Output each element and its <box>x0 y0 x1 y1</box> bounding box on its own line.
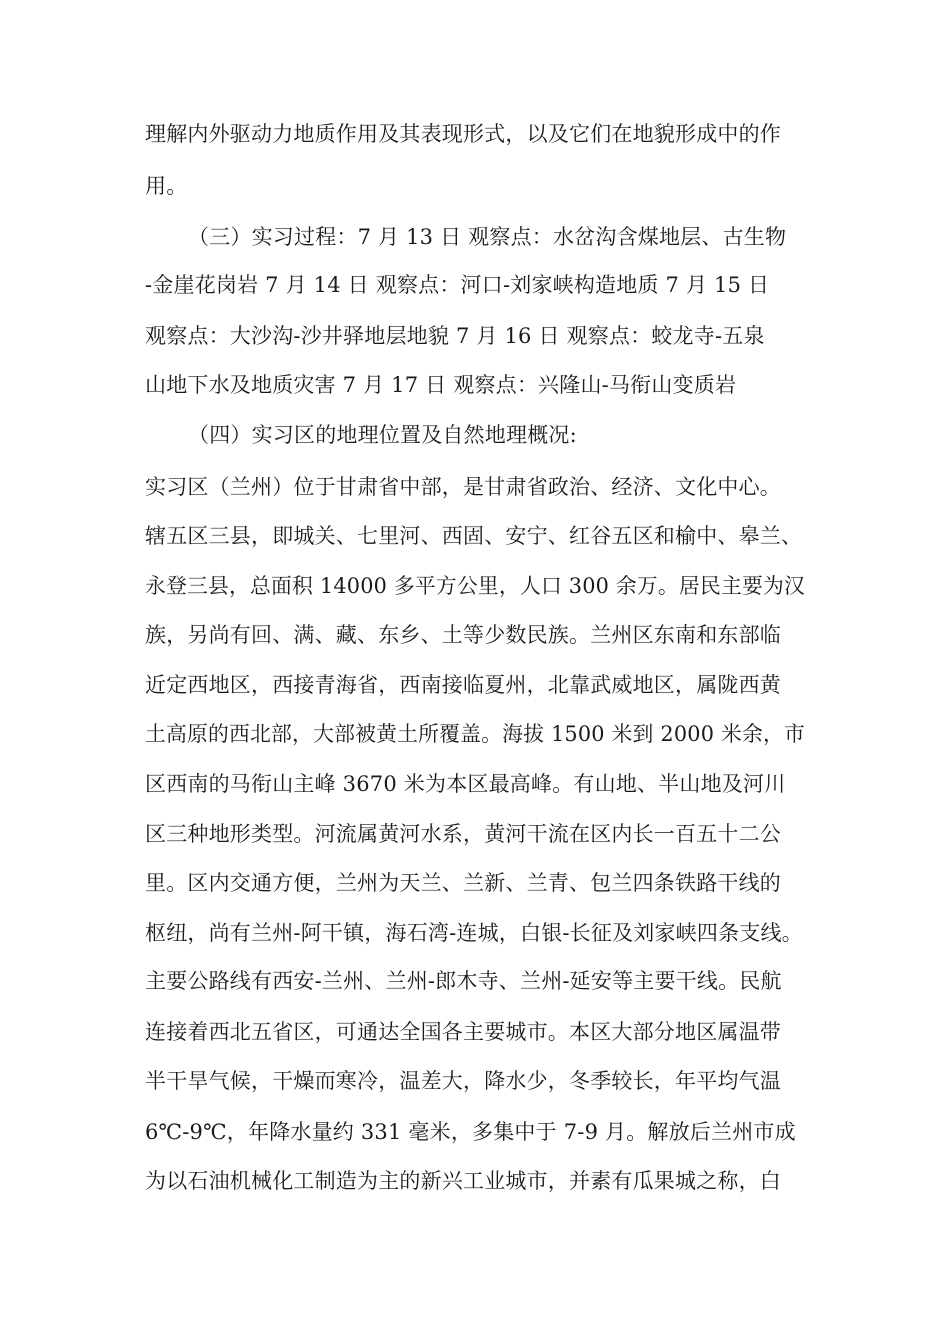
text-line: 枢纽，尚有兰州-阿干镇，海石湾-连城，白银-长征及刘家峡四条支线。 <box>145 921 803 945</box>
text-line: 主要公路线有西安-兰州、兰州-郎木寺、兰州-延安等主要干线。民航 <box>145 969 782 993</box>
text-line: 用。 <box>145 174 188 198</box>
text-line: 里。区内交通方便，兰州为天兰、兰新、兰青、包兰四条铁路干线的 <box>145 871 781 895</box>
text-line: 实习区（兰州）位于甘肃省中部，是甘肃省政治、经济、文化中心。 <box>145 475 781 499</box>
text-line: 观察点：大沙沟-沙井驿地层地貌 7 月 16 日 观察点：蛟龙寺-五泉 <box>145 324 765 348</box>
text-line: 连接着西北五省区，可通达全国各主要城市。本区大部分地区属温带 <box>145 1020 781 1044</box>
text-line: 区三种地形类型。河流属黄河水系，黄河干流在区内长一百五十二公 <box>145 822 781 846</box>
text-line: 为以石油机械化工制造为主的新兴工业城市，并素有瓜果城之称，白 <box>145 1169 781 1193</box>
text-line: 近定西地区，西接青海省，西南接临夏州，北靠武威地区，属陇西黄 <box>145 673 781 697</box>
text-line: -金崖花岗岩 7 月 14 日 观察点：河口-刘家峡构造地质 7 月 15 日 <box>145 273 770 297</box>
section-heading-process: （三）实习过程：7 月 13 日 观察点：水岔沟含煤地层、古生物 <box>188 225 787 249</box>
text-line: 永登三县，总面积 14000 多平方公里，人口 300 余万。居民主要为汉 <box>145 574 805 598</box>
text-line: 区西南的马衔山主峰 3670 米为本区最高峰。有山地、半山地及河川 <box>145 772 786 796</box>
text-line: 山地下水及地质灾害 7 月 17 日 观察点：兴隆山-马衔山变质岩 <box>145 373 737 397</box>
text-line: 土高原的西北部，大部被黄土所覆盖。海拔 1500 米到 2000 米余，市 <box>145 722 805 746</box>
text-line: 半干旱气候，干燥而寒冷，温差大，降水少，冬季较长，年平均气温 <box>145 1069 781 1093</box>
text-line: 族，另尚有回、满、藏、东乡、土等少数民族。兰州区东南和东部临 <box>145 623 781 647</box>
text-line: 6℃-9℃，年降水量约 331 毫米，多集中于 7-9 月。解放后兰州市成 <box>145 1120 796 1144</box>
text-line: 辖五区三县，即城关、七里河、西固、安宁、红谷五区和榆中、皋兰、 <box>145 524 803 548</box>
text-line: 理解内外驱动力地质作用及其表现形式，以及它们在地貌形成中的作 <box>145 122 781 146</box>
section-heading-location: （四）实习区的地理位置及自然地理概况: <box>188 423 577 447</box>
